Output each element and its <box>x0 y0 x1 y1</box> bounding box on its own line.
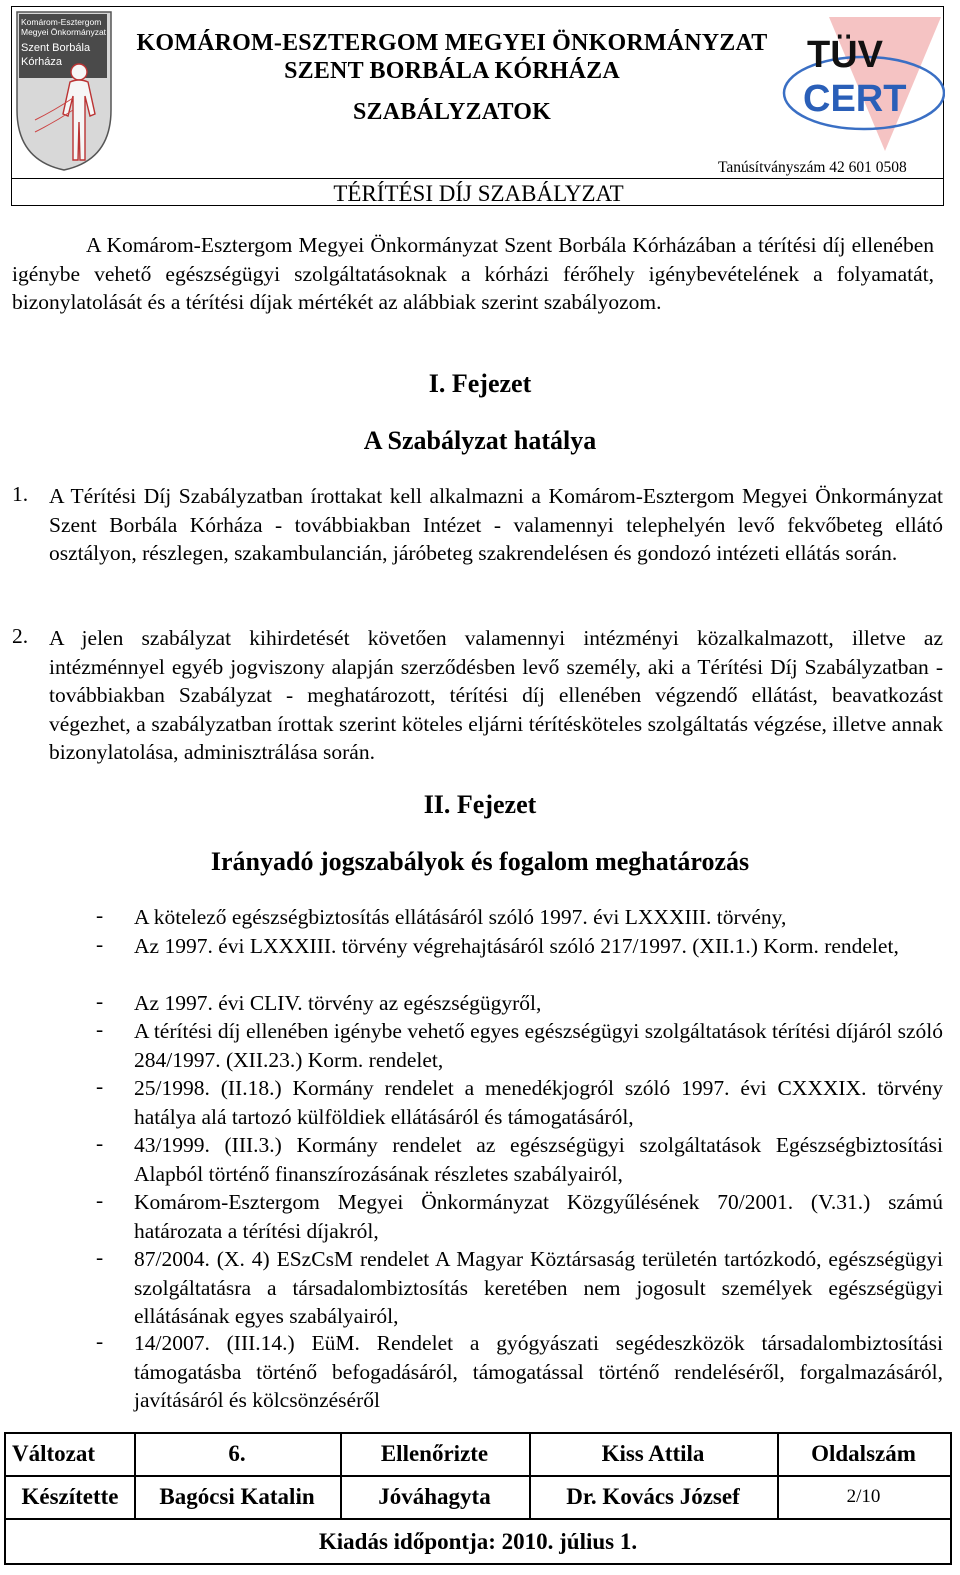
tuv-cert-logo-icon <box>769 15 945 155</box>
list-item: A kötelező egészségbiztosítás ellátásáról szóló 1997. évi LXXXIII. törvény, <box>134 905 787 929</box>
document-category: SZABÁLYZATOK <box>352 99 552 125</box>
list-item: 25/1998. (II.18.) Kormány rendelet a menedékjogról szóló 1997. évi CXXXIX. törvény hatálya alá tartozó külföldiek ellátásáról és támogatásáról, <box>134 1076 943 1129</box>
chapter-1-title: A Szabályzat hatálya <box>363 426 597 455</box>
certificate-number: Tanúsítványszám 42 601 0508 <box>718 159 907 176</box>
list-bullet: - <box>96 1188 104 1212</box>
list-bullet: - <box>96 1131 104 1155</box>
list-bullet: - <box>96 1329 104 1353</box>
chapter-2-number: II. Fejezet <box>423 790 537 819</box>
list-bullet: - <box>96 932 104 956</box>
logo-line-1: Komárom-Esztergom <box>21 17 102 27</box>
version-label: Változat <box>12 1441 96 1466</box>
document-header <box>11 6 944 206</box>
document-title: TÉRÍTÉSI DÍJ SZABÁLYZAT <box>333 181 624 206</box>
list-item: 87/2004. (X. 4) ESzCsM rendelet A Magyar Köztársaság területén tartózkodó, egészségügyi szolgáltatásra a társadalombiztosítás keretében nem jogosult személyek egészségügyi ellátásának egyes szabályairól, <box>134 1247 943 1329</box>
list-item: Az 1997. évi LXXXIII. törvény végrehajtásáról szóló 217/1997. (XII.1.) Korm. rendelet, <box>134 934 899 958</box>
issue-date: Kiadás időpontja: 2010. július 1. <box>318 1529 638 1554</box>
cert-text: CERT <box>803 78 907 120</box>
approved-label: Jóváhagyta <box>378 1484 491 1509</box>
made-by-label: Készítette <box>21 1484 119 1509</box>
logo-line-2: Megyei Önkormányzat <box>21 27 107 37</box>
intro-paragraph: A Komárom-Esztergom Megyei Önkormányzat Szent Borbála Kórházában a térítési díj ellenében igénybe vehető egészségügyi szolgáltatásoknak a kórházi férőhely igénybevételének a folyamatát, bizonylatolását és a térítési díjak mértékét az alábbiak szerint szabályozom. <box>12 233 934 315</box>
logo-line-4: Kórháza <box>21 56 62 68</box>
org-name-line-2: SZENT BORBÁLA KÓRHÁZA <box>284 58 620 84</box>
list-item: 14/2007. (III.14.) EüM. Rendelet a gyógyászati segédeszközök társadalombiztosítási támogatásba történő befogadásáról, támogatással történő rendeléséről, forgalmazásáról, javításáról és kölcsönzéséről <box>134 1331 943 1413</box>
hospital-logo-icon <box>15 10 115 172</box>
list-item: Az 1997. évi CLIV. törvény az egészségügyről, <box>134 991 542 1015</box>
chapter-1-number: I. Fejezet <box>428 369 532 398</box>
checked-label: Ellenőrizte <box>380 1441 489 1466</box>
made-by-value: Bagócsi Katalin <box>159 1484 315 1509</box>
approved-value: Dr. Kovács József <box>566 1484 740 1509</box>
org-name-line-1: KOMÁROM-ESZTERGOM MEGYEI ÖNKORMÁNYZAT <box>136 30 768 56</box>
list-bullet: - <box>96 1074 104 1098</box>
item-1-text: A Térítési Díj Szabályzatban írottakat kell alkalmazni a Komárom-Esztergom Megyei Önkormányzat Szent Borbála Kórháza - továbbiakban Intézet - valamennyi telephelyén levő fekvőbeteg ellátó osztályon, részlegen, szakambulancián, járóbeteg szakrendelésen és gondozó intézeti ellátás során. <box>49 484 943 566</box>
document-control-table <box>4 1432 952 1565</box>
list-bullet: - <box>96 989 104 1013</box>
item-2-number: 2. <box>12 624 29 648</box>
item-1-number: 1. <box>12 482 29 506</box>
page-number: 2/10 <box>846 1486 881 1507</box>
logo-line-3: Szent Borbála <box>21 42 91 54</box>
header-divider <box>12 178 943 179</box>
list-bullet: - <box>96 1017 104 1041</box>
list-item: A térítési díj ellenében igénybe vehető egyes egészségügyi szolgáltatások térítési díjáról szóló 284/1997. (XII.23.) Korm. rendelet, <box>134 1019 943 1072</box>
checked-value: Kiss Attila <box>601 1441 705 1466</box>
tuv-text: TÜV <box>807 34 883 76</box>
chapter-2-title: Irányadó jogszabályok és fogalom meghatározás <box>210 847 750 876</box>
list-item: 43/1999. (III.3.) Kormány rendelet az egészségügyi szolgáltatások Egészségbiztosítási Alapból történő finanszírozásának részletes szabályairól, <box>134 1133 943 1186</box>
list-item: Komárom-Esztergom Megyei Önkormányzat Közgyűlésének 70/2001. (V.31.) számú határozata a térítési díjakról, <box>134 1190 943 1243</box>
list-bullet: - <box>96 903 104 927</box>
list-bullet: - <box>96 1245 104 1269</box>
item-2-text: A jelen szabályzat kihirdetését követően valamennyi intézményi közalkalmazott, illetve az intézménnyel egyéb jogviszony alapján szerződésben levő személy, aki a Térítési Díj Szabályzatban - továbbiakban Szabályzat - meghatározott, térítési díj ellenében végzendő ellátást, beavatkozást végezhet, a szabályzatban írottak szerint köteles eljárni térítésköteles szolgáltatás végzése, illetve annak bizonylatolása, adminisztrálása során. <box>49 626 943 765</box>
page-label: Oldalszám <box>811 1441 916 1466</box>
version-value: 6. <box>228 1441 246 1466</box>
